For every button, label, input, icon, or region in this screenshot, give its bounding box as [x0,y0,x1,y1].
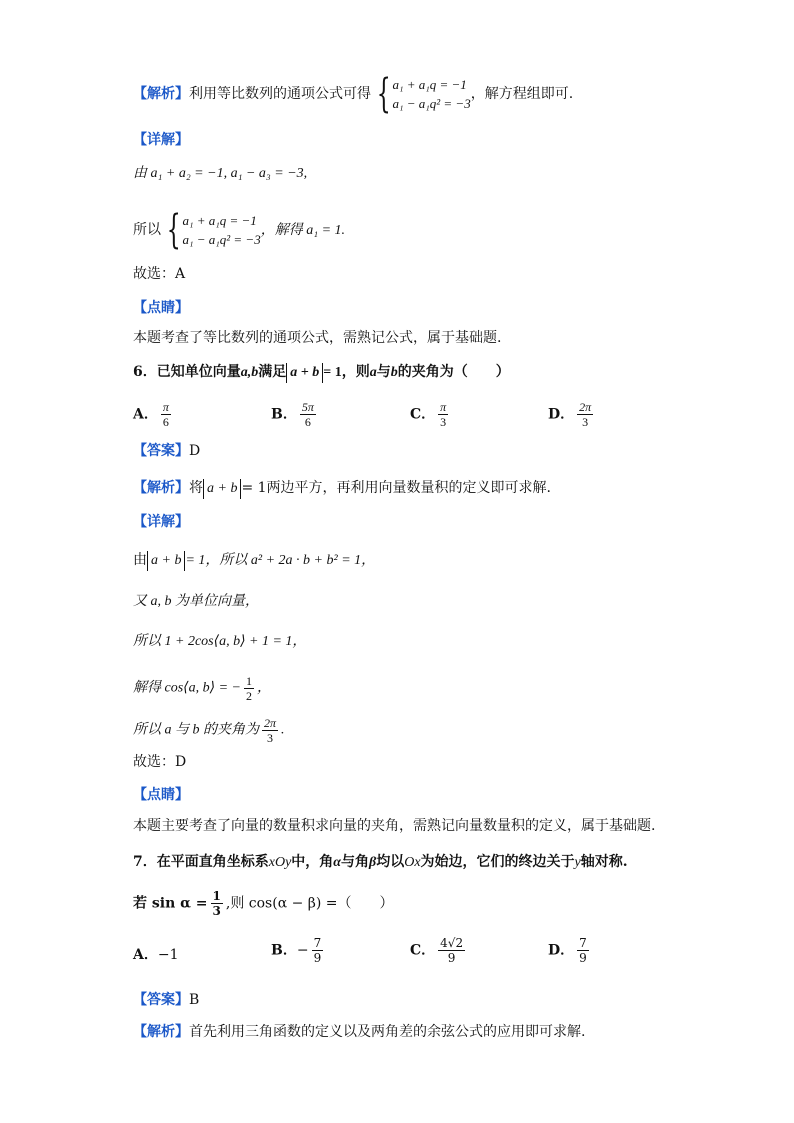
q6-option-c [410,400,451,429]
q7-stem2-post: ,则 cos(α − β) =（ ） [225,895,394,912]
detail-tag: 【详解】 [133,132,189,148]
option-fraction [300,400,316,429]
analysis-line-1 [133,71,574,117]
answer-tag: 【答案】 [133,992,189,1008]
q7-stem-c: 均以 [376,854,405,870]
analysis-abs: a + b [203,479,241,499]
q7-y: y [574,855,581,870]
fraction-numerator: π [162,400,169,414]
fraction-numerator: 7 [579,936,587,950]
equation-line-2: a₁ − a₁q² = −3 [182,232,261,247]
fraction-numerator: 1 [212,889,221,903]
option-value: −1 [157,947,179,963]
option-sign: − [296,942,309,959]
q6-choose: 故选：D [133,754,187,770]
q6-detail-1 [133,550,375,571]
fraction-numerator: 4√2 [440,936,464,950]
suoyi-label: 所以 [133,222,161,238]
q7-ox: Ox [404,855,421,870]
comment-tag: 【点睛】 [133,300,189,316]
q7-option-a [133,944,179,964]
option-label: C． [410,942,436,959]
q7-stem-e: 轴对称. [580,854,628,870]
fraction-denominator: 9 [447,951,456,965]
option-label: C． [410,406,436,423]
q7-stem-d: 为始边，它们的终边关于 [420,854,575,870]
q7-fraction [211,889,223,918]
answer-tag: 【答案】 [133,443,189,459]
q6-detail-3: 所以 1 + 2cos⟨a, b⟩ + 1 = 1， [133,634,307,649]
equation-system [392,75,470,113]
fraction-denominator: 3 [582,415,589,429]
detail-5-fraction [262,716,278,745]
option-fraction [312,936,324,965]
fraction-numerator: 7 [313,936,322,950]
option-fraction [577,936,589,965]
option-fraction [438,400,448,429]
question-7-stem-line-1 [133,852,628,873]
q6-stem-yu: 与 [376,364,391,380]
fraction-numerator: 2π [579,400,592,414]
brace-symbol: { [376,71,391,117]
q6-vec-b: b [390,365,398,380]
q7-option-c [410,936,468,965]
q6-abs-sum: a + b [286,363,323,383]
analysis-tag: 【解析】 [133,480,189,496]
q6-comment-heading [133,785,189,805]
q7-option-d [548,936,592,965]
detail-4-post: ， [256,680,271,696]
option-label: A． [133,947,158,963]
detail-5-post: . [281,722,285,738]
q6-detail-4 [133,674,271,703]
q6-answer [133,441,200,461]
analysis-post: = 1两边平方，再利用向量数量积的定义即可求解. [241,480,551,496]
q7-answer [133,990,199,1010]
comment-tag: 【点睛】 [133,787,189,803]
brace-symbol: { [166,207,181,253]
fraction-denominator: 3 [440,415,447,429]
fraction-denominator: 3 [267,731,273,745]
q7-alpha: α [333,855,342,870]
q6-stem-mid: 满足 [258,364,287,380]
q6-detail-5 [133,716,285,745]
equation-line-2: a₁ − a₁q² = −3 [392,96,471,111]
fraction-denominator: 9 [313,951,322,965]
analysis-text: 首先利用三角函数的定义以及两角差的余弦公式的应用即可求解. [189,1024,586,1040]
equation-line-1: a₁ + a₁q = −1 [182,213,257,228]
option-fraction [577,400,593,429]
detail-5-pre: 所以 a 与 b 的夹角为 [133,722,259,738]
question-7-stem-line-2 [133,889,394,918]
fraction-numerator: π [440,400,447,414]
fraction-denominator: 6 [162,415,169,429]
fraction-denominator: 2 [245,689,252,703]
option-fraction [438,936,465,965]
q7-analysis [133,1022,585,1042]
q7-beta: β [369,855,377,870]
detail-1-post: = 1，所以 a² + 2a · b + b² = 1， [185,553,376,568]
q6-detail-2: 又 a, b 为单位向量， [133,594,259,609]
detail-tag: 【详解】 [133,514,189,530]
detail-4-pre: 解得 cos⟨a, b⟩ = − [133,680,241,696]
fraction-denominator: 9 [579,951,587,965]
q7-stem2-pre: 若 sin α = [133,895,208,912]
detail-4-fraction [244,674,254,703]
q6-option-a [133,400,174,429]
equation-line-1: a₁ + a₁q = −1 [392,77,467,92]
q6-comment: 本题主要考查了向量的数量积求向量的夹角，需熟记向量数量积的定义，属于基础题. [133,818,656,834]
q6-stem-post: 的夹角为（ ） [397,364,510,380]
q6-option-b [271,400,319,429]
option-label: D． [548,406,575,423]
q7-xoy: xOy [268,855,292,870]
analysis-pre: 将 [189,480,203,496]
question-6-stem [133,362,510,383]
analysis-tag: 【解析】 [133,86,189,102]
answer-value: B [189,992,200,1008]
analysis-text-pre: 利用等比数列的通项公式可得 [189,86,371,102]
option-label: B． [271,406,297,423]
solution-text: ，解得 a₁ = 1. [260,223,346,238]
fraction-denominator: 6 [304,415,311,429]
q6-stem-pre: 6．已知单位向量 [133,364,241,380]
option-label: A． [133,406,158,423]
option-label: D． [548,942,575,959]
detail-system-line [133,207,346,253]
detail-heading-1 [133,130,189,150]
fraction-numerator: 1 [245,674,252,688]
comment-heading-1 [133,298,189,318]
answer-value: D [189,443,201,459]
q7-stem-b: 与角 [341,854,370,870]
q6-vec-a: a [369,365,377,380]
fraction-numerator: 2π [264,716,277,730]
option-label: B． [271,942,297,959]
analysis-text-post: ，解方程组即可. [470,86,574,102]
analysis-tag: 【解析】 [133,1024,189,1040]
q6-vectors: a,b [240,365,259,380]
q7-stem-a: 中，角 [291,854,334,870]
q6-analysis [133,478,551,499]
choose-line-1: 故选：A [133,266,186,282]
q6-option-d [548,400,596,429]
fraction-denominator: 3 [212,904,221,918]
fraction-numerator: 5π [301,400,314,414]
q7-option-b [271,936,326,965]
q6-detail-heading [133,512,189,532]
detail-given: 由 a₁ + a₂ = −1, a₁ − a₃ = −3, [133,166,308,181]
comment-text-1: 本题考查了等比数列的通项公式，需熟记公式，属于基础题. [133,330,502,346]
equation-system [182,211,260,249]
q7-stem-pre: 7．在平面直角坐标系 [133,854,269,870]
detail-1-abs: a + b [147,551,185,571]
detail-1-pre: 由 [133,552,147,568]
q6-stem-eq: = 1，则 [323,365,370,380]
option-fraction [161,400,171,429]
